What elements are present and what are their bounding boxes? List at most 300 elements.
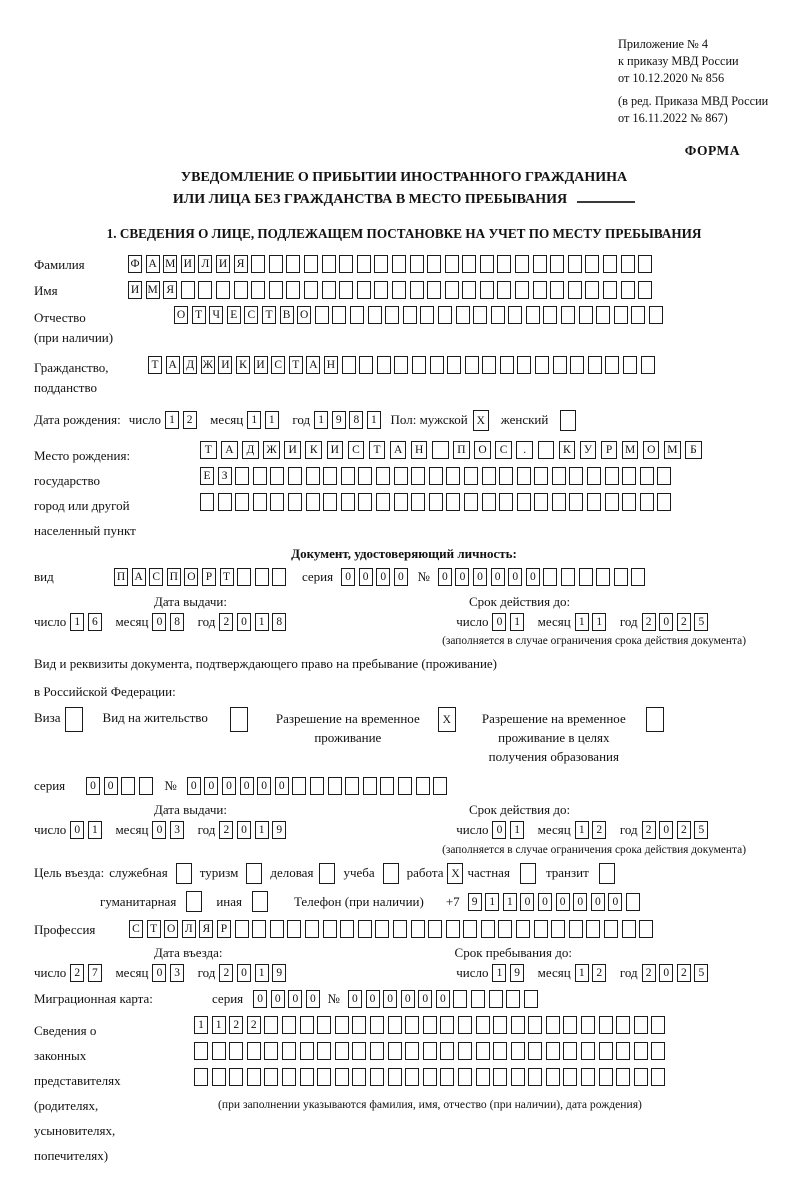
char-box[interactable] [463, 920, 477, 938]
char-box[interactable] [359, 356, 373, 374]
char-box[interactable] [198, 281, 212, 299]
char-box[interactable] [339, 255, 353, 273]
char-box[interactable] [212, 1068, 226, 1086]
char-box[interactable]: 0 [491, 568, 505, 586]
char-box[interactable] [638, 255, 652, 273]
char-box[interactable]: 0 [520, 893, 534, 911]
char-box[interactable] [282, 1016, 296, 1034]
char-box[interactable] [420, 306, 434, 324]
char-box[interactable]: 2 [70, 964, 84, 982]
char-box[interactable]: И [327, 441, 344, 459]
char-box[interactable] [511, 1016, 525, 1034]
char-box[interactable] [357, 255, 371, 273]
char-box[interactable] [328, 777, 342, 795]
char-box[interactable]: 0 [288, 990, 302, 1008]
char-box[interactable]: 0 [538, 893, 552, 911]
char-box[interactable] [546, 1042, 560, 1060]
char-box[interactable]: Д [242, 441, 259, 459]
char-box[interactable]: 0 [222, 777, 236, 795]
char-box[interactable] [569, 920, 583, 938]
char-box[interactable]: А [306, 356, 320, 374]
char-box[interactable] [423, 1042, 437, 1060]
char-box[interactable] [234, 281, 248, 299]
char-box[interactable] [235, 467, 249, 485]
char-box[interactable] [543, 568, 557, 586]
char-box[interactable] [300, 1068, 314, 1086]
char-box[interactable]: 5 [694, 613, 708, 631]
char-box[interactable]: 1 [255, 821, 269, 839]
char-box[interactable] [657, 493, 671, 511]
char-box[interactable] [342, 356, 356, 374]
char-box[interactable] [252, 920, 266, 938]
char-box[interactable] [462, 281, 476, 299]
char-box[interactable] [255, 568, 269, 586]
char-box[interactable] [651, 1068, 665, 1086]
char-box[interactable] [429, 493, 443, 511]
char-box[interactable]: М [664, 441, 681, 459]
char-box[interactable]: К [559, 441, 576, 459]
char-box[interactable] [621, 255, 635, 273]
char-box[interactable] [634, 1068, 648, 1086]
char-box[interactable]: 9 [272, 964, 286, 982]
char-box[interactable] [370, 1016, 384, 1034]
char-box[interactable]: 1 [503, 893, 517, 911]
char-box[interactable] [493, 1068, 507, 1086]
char-box[interactable]: 0 [359, 568, 373, 586]
char-box[interactable]: 0 [152, 613, 166, 631]
char-box[interactable] [235, 920, 249, 938]
char-box[interactable] [528, 1016, 542, 1034]
char-box[interactable] [651, 1016, 665, 1034]
char-box[interactable] [139, 777, 153, 795]
char-box[interactable] [394, 467, 408, 485]
char-box[interactable]: 1 [165, 411, 179, 429]
char-box[interactable] [500, 356, 514, 374]
char-box[interactable]: Я [199, 920, 213, 938]
char-box[interactable] [569, 467, 583, 485]
char-box[interactable]: 2 [642, 613, 656, 631]
char-box[interactable]: 0 [556, 893, 570, 911]
char-box[interactable] [288, 493, 302, 511]
char-box[interactable] [604, 920, 618, 938]
char-box[interactable]: С [149, 568, 163, 586]
char-box[interactable] [599, 1068, 613, 1086]
char-box[interactable]: 1 [314, 411, 328, 429]
char-box[interactable] [374, 255, 388, 273]
char-box[interactable] [335, 1068, 349, 1086]
char-box[interactable]: 0 [152, 964, 166, 982]
temp-residence-checkbox[interactable]: X [438, 707, 456, 732]
char-box[interactable] [212, 1042, 226, 1060]
char-box[interactable] [288, 467, 302, 485]
char-box[interactable] [300, 1016, 314, 1034]
char-box[interactable]: 2 [229, 1016, 243, 1034]
char-box[interactable] [526, 306, 540, 324]
char-box[interactable] [614, 568, 628, 586]
char-box[interactable] [596, 568, 610, 586]
char-box[interactable]: Е [200, 467, 214, 485]
char-box[interactable] [433, 777, 447, 795]
char-box[interactable]: У [580, 441, 597, 459]
char-box[interactable] [398, 777, 412, 795]
char-box[interactable] [411, 493, 425, 511]
char-box[interactable]: Л [198, 255, 212, 273]
char-box[interactable] [270, 920, 284, 938]
char-box[interactable]: 1 [510, 821, 524, 839]
char-box[interactable]: О [474, 441, 491, 459]
char-box[interactable]: Т [192, 306, 206, 324]
char-box[interactable]: 1 [575, 821, 589, 839]
char-box[interactable] [616, 1016, 630, 1034]
char-box[interactable] [181, 281, 195, 299]
char-box[interactable] [405, 1068, 419, 1086]
purpose-private-checkbox[interactable] [520, 863, 536, 884]
char-box[interactable] [631, 568, 645, 586]
char-box[interactable] [335, 1042, 349, 1060]
char-box[interactable] [561, 568, 575, 586]
char-box[interactable] [651, 1042, 665, 1060]
char-box[interactable] [605, 493, 619, 511]
char-box[interactable] [603, 255, 617, 273]
char-box[interactable] [306, 467, 320, 485]
char-box[interactable]: 0 [492, 613, 506, 631]
char-box[interactable] [517, 356, 531, 374]
char-box[interactable] [377, 356, 391, 374]
char-box[interactable]: 0 [237, 821, 251, 839]
char-box[interactable]: 0 [271, 990, 285, 1008]
char-box[interactable] [621, 281, 635, 299]
char-box[interactable]: 1 [265, 411, 279, 429]
char-box[interactable]: О [164, 920, 178, 938]
char-box[interactable]: 0 [659, 613, 673, 631]
char-box[interactable] [411, 467, 425, 485]
char-box[interactable]: Н [324, 356, 338, 374]
char-box[interactable] [657, 467, 671, 485]
char-box[interactable] [357, 281, 371, 299]
char-box[interactable] [465, 356, 479, 374]
char-box[interactable] [524, 990, 538, 1008]
char-box[interactable] [497, 281, 511, 299]
char-box[interactable] [287, 920, 301, 938]
char-box[interactable] [623, 356, 637, 374]
char-box[interactable] [323, 493, 337, 511]
char-box[interactable]: 1 [367, 411, 381, 429]
char-box[interactable] [368, 306, 382, 324]
char-box[interactable] [581, 1016, 595, 1034]
char-box[interactable]: К [305, 441, 322, 459]
char-box[interactable] [410, 281, 424, 299]
char-box[interactable] [563, 1016, 577, 1034]
char-box[interactable]: 0 [253, 990, 267, 1008]
char-box[interactable]: С [244, 306, 258, 324]
char-box[interactable] [380, 777, 394, 795]
char-box[interactable] [568, 281, 582, 299]
char-box[interactable] [649, 306, 663, 324]
char-box[interactable]: 1 [492, 964, 506, 982]
char-box[interactable] [392, 281, 406, 299]
char-box[interactable]: И [284, 441, 301, 459]
char-box[interactable] [430, 356, 444, 374]
char-box[interactable]: П [167, 568, 181, 586]
purpose-humanitarian-checkbox[interactable] [186, 891, 202, 912]
char-box[interactable]: В [280, 306, 294, 324]
char-box[interactable]: 0 [401, 990, 415, 1008]
char-box[interactable]: Т [147, 920, 161, 938]
char-box[interactable]: Т [148, 356, 162, 374]
char-box[interactable]: 0 [455, 568, 469, 586]
char-box[interactable]: М [163, 255, 177, 273]
char-box[interactable] [614, 306, 628, 324]
char-box[interactable]: 0 [348, 990, 362, 1008]
char-box[interactable] [561, 306, 575, 324]
char-box[interactable] [412, 356, 426, 374]
char-box[interactable] [553, 356, 567, 374]
char-box[interactable]: 0 [508, 568, 522, 586]
char-box[interactable]: 0 [366, 990, 380, 1008]
char-box[interactable]: А [146, 255, 160, 273]
char-box[interactable] [393, 920, 407, 938]
char-box[interactable] [264, 1068, 278, 1086]
char-box[interactable]: Я [163, 281, 177, 299]
char-box[interactable] [374, 281, 388, 299]
char-box[interactable] [552, 467, 566, 485]
char-box[interactable]: Ж [263, 441, 280, 459]
char-box[interactable] [552, 493, 566, 511]
char-box[interactable]: . [516, 441, 533, 459]
char-box[interactable] [511, 1068, 525, 1086]
char-box[interactable] [411, 920, 425, 938]
char-box[interactable]: И [218, 356, 232, 374]
char-box[interactable] [322, 255, 336, 273]
char-box[interactable] [456, 306, 470, 324]
char-box[interactable] [570, 356, 584, 374]
char-box[interactable]: О [643, 441, 660, 459]
char-box[interactable] [403, 306, 417, 324]
char-box[interactable]: Т [289, 356, 303, 374]
char-box[interactable] [538, 441, 555, 459]
char-box[interactable] [235, 493, 249, 511]
char-box[interactable]: Е [227, 306, 241, 324]
char-box[interactable]: 0 [275, 777, 289, 795]
char-box[interactable] [317, 1068, 331, 1086]
char-box[interactable]: Ф [128, 255, 142, 273]
char-box[interactable]: И [128, 281, 142, 299]
char-box[interactable] [581, 1042, 595, 1060]
char-box[interactable] [340, 920, 354, 938]
char-box[interactable] [286, 281, 300, 299]
char-box[interactable] [533, 255, 547, 273]
char-box[interactable]: Ч [209, 306, 223, 324]
char-box[interactable]: Д [183, 356, 197, 374]
char-box[interactable] [445, 281, 459, 299]
char-box[interactable] [429, 467, 443, 485]
char-box[interactable]: 9 [272, 821, 286, 839]
char-box[interactable] [345, 777, 359, 795]
char-box[interactable] [515, 255, 529, 273]
char-box[interactable]: 3 [170, 821, 184, 839]
char-box[interactable] [599, 1016, 613, 1034]
char-box[interactable] [251, 281, 265, 299]
char-box[interactable]: 2 [642, 821, 656, 839]
char-box[interactable] [533, 281, 547, 299]
char-box[interactable] [622, 493, 636, 511]
visa-checkbox[interactable] [65, 707, 83, 732]
char-box[interactable] [515, 281, 529, 299]
char-box[interactable] [332, 306, 346, 324]
char-box[interactable]: С [495, 441, 512, 459]
char-box[interactable]: Н [411, 441, 428, 459]
temp-residence-education-checkbox[interactable] [646, 707, 664, 732]
char-box[interactable]: 0 [70, 821, 84, 839]
char-box[interactable] [251, 255, 265, 273]
char-box[interactable] [528, 1068, 542, 1086]
char-box[interactable] [639, 920, 653, 938]
char-box[interactable] [317, 1042, 331, 1060]
char-box[interactable] [323, 920, 337, 938]
char-box[interactable]: 0 [591, 893, 605, 911]
char-box[interactable] [358, 467, 372, 485]
char-box[interactable]: 0 [526, 568, 540, 586]
char-box[interactable]: 3 [170, 964, 184, 982]
char-box[interactable]: Т [200, 441, 217, 459]
char-box[interactable] [631, 306, 645, 324]
char-box[interactable]: Ж [201, 356, 215, 374]
char-box[interactable] [458, 1042, 472, 1060]
char-box[interactable] [605, 467, 619, 485]
char-box[interactable]: П [114, 568, 128, 586]
char-box[interactable] [534, 467, 548, 485]
char-box[interactable]: 0 [473, 568, 487, 586]
char-box[interactable]: 8 [349, 411, 363, 429]
char-box[interactable] [447, 356, 461, 374]
char-box[interactable] [563, 1042, 577, 1060]
char-box[interactable] [634, 1042, 648, 1060]
char-box[interactable] [352, 1042, 366, 1060]
char-box[interactable] [416, 777, 430, 795]
char-box[interactable]: 2 [219, 821, 233, 839]
char-box[interactable] [432, 441, 449, 459]
char-box[interactable]: 2 [677, 821, 691, 839]
char-box[interactable] [423, 1016, 437, 1034]
char-box[interactable] [229, 1042, 243, 1060]
residence-permit-checkbox[interactable] [230, 707, 248, 732]
char-box[interactable] [427, 281, 441, 299]
char-box[interactable] [392, 255, 406, 273]
char-box[interactable]: И [216, 255, 230, 273]
char-box[interactable] [428, 920, 442, 938]
char-box[interactable]: О [174, 306, 188, 324]
char-box[interactable] [341, 493, 355, 511]
char-box[interactable] [264, 1042, 278, 1060]
char-box[interactable] [550, 281, 564, 299]
char-box[interactable]: 5 [694, 964, 708, 982]
char-box[interactable]: Р [217, 920, 231, 938]
char-box[interactable] [586, 920, 600, 938]
char-box[interactable] [473, 306, 487, 324]
char-box[interactable] [587, 493, 601, 511]
char-box[interactable]: 1 [592, 613, 606, 631]
char-box[interactable]: 9 [332, 411, 346, 429]
char-box[interactable]: З [218, 467, 232, 485]
char-box[interactable]: С [271, 356, 285, 374]
char-box[interactable]: 8 [272, 613, 286, 631]
char-box[interactable]: 0 [86, 777, 100, 795]
char-box[interactable]: 0 [492, 821, 506, 839]
char-box[interactable] [427, 255, 441, 273]
char-box[interactable]: 0 [418, 990, 432, 1008]
char-box[interactable] [317, 1016, 331, 1034]
char-box[interactable]: 1 [70, 613, 84, 631]
char-box[interactable] [499, 467, 513, 485]
char-box[interactable]: 0 [187, 777, 201, 795]
char-box[interactable] [358, 493, 372, 511]
char-box[interactable] [458, 1016, 472, 1034]
char-box[interactable] [445, 255, 459, 273]
char-box[interactable] [511, 1042, 525, 1060]
char-box[interactable] [269, 281, 283, 299]
char-box[interactable]: 1 [247, 411, 261, 429]
char-box[interactable] [482, 467, 496, 485]
char-box[interactable] [358, 920, 372, 938]
char-box[interactable]: 2 [642, 964, 656, 982]
char-box[interactable] [616, 1042, 630, 1060]
char-box[interactable] [121, 777, 135, 795]
char-box[interactable] [410, 255, 424, 273]
char-box[interactable]: 0 [152, 821, 166, 839]
char-box[interactable] [622, 920, 636, 938]
male-checkbox[interactable]: X [473, 410, 489, 431]
char-box[interactable]: Л [182, 920, 196, 938]
char-box[interactable] [581, 1068, 595, 1086]
char-box[interactable]: П [453, 441, 470, 459]
char-box[interactable] [440, 1068, 454, 1086]
char-box[interactable]: 0 [376, 568, 390, 586]
char-box[interactable] [270, 493, 284, 511]
char-box[interactable] [194, 1068, 208, 1086]
char-box[interactable] [506, 990, 520, 1008]
char-box[interactable]: 1 [255, 613, 269, 631]
char-box[interactable] [481, 920, 495, 938]
char-box[interactable]: 2 [183, 411, 197, 429]
char-box[interactable]: 2 [247, 1016, 261, 1034]
char-box[interactable]: 2 [592, 964, 606, 982]
char-box[interactable]: 0 [306, 990, 320, 1008]
char-box[interactable] [438, 306, 452, 324]
char-box[interactable]: 2 [219, 964, 233, 982]
char-box[interactable] [499, 493, 513, 511]
char-box[interactable] [563, 1068, 577, 1086]
char-box[interactable] [394, 493, 408, 511]
char-box[interactable] [579, 306, 593, 324]
char-box[interactable] [493, 1016, 507, 1034]
char-box[interactable] [272, 568, 286, 586]
char-box[interactable] [535, 356, 549, 374]
char-box[interactable] [370, 1042, 384, 1060]
char-box[interactable]: 0 [104, 777, 118, 795]
char-box[interactable]: 0 [573, 893, 587, 911]
female-checkbox[interactable] [560, 410, 576, 431]
char-box[interactable]: О [297, 306, 311, 324]
char-box[interactable]: Т [220, 568, 234, 586]
char-box[interactable]: М [146, 281, 160, 299]
char-box[interactable] [585, 281, 599, 299]
char-box[interactable] [528, 1042, 542, 1060]
char-box[interactable] [464, 467, 478, 485]
char-box[interactable]: М [622, 441, 639, 459]
char-box[interactable]: 0 [438, 568, 452, 586]
char-box[interactable]: Я [234, 255, 248, 273]
char-box[interactable] [453, 990, 467, 1008]
